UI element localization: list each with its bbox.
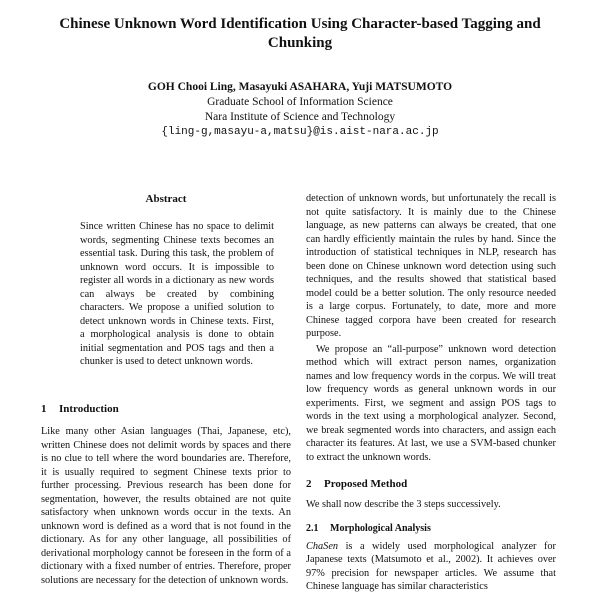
author-block <box>60 80 540 140</box>
section-2-1-paragraph <box>306 540 556 594</box>
section-2-heading <box>306 477 556 491</box>
section-2-paragraph: We shall now describe the 3 steps successively. <box>306 499 501 510</box>
author-names: GOH Chooi Ling, Masayuki ASAHARA, Yuji MATSUMOTO <box>147 81 453 93</box>
section-1 <box>41 402 291 587</box>
author-email: {ling-g,masayu-a,matsu}@is.aist-nara.ac.jp <box>161 126 439 138</box>
paper-title: Chinese Unknown Word Identification Using Character-based Tagging and Chunking <box>59 16 541 51</box>
affiliation-school: Graduate School of Information Science <box>207 96 393 108</box>
abstract-heading: Abstract <box>145 193 187 205</box>
right-column <box>306 192 556 594</box>
intro-continued-paragraph: detection of unknown words, but unfortunately the recall is not quite satisfactory. It is mainly due to the Chinese language, as new patterns can always be created, that one can hardly efficiently maintain the rules by hand. Since the introduction of statistical techniques in NLP, research has been done on Chinese unknown word detection using such techniques, and the results showed that statistical based model could be a better solution. The only resource needed is a large corpus. Fortunately, to date, more and more Chinese tagged corpora have been created for research purpose. <box>306 193 556 339</box>
section-2-title: Proposed Method <box>324 478 408 490</box>
section-2-1-text: is a widely used morphological analyzer for Japanese texts (Matsumoto et al., 2002). It achieves over 97% precision for newspaper articles. We assume that Chinese language has similar characteristics <box>306 540 556 592</box>
section-2-1-number: 2.1 <box>306 522 319 534</box>
abstract-text: Since written Chinese has no space to delimit words, segmenting Chinese texts becomes an essential task. During this task, the problem of unknown word occurs. It is impossible to register all words in a dictionary as new words can always be created by combining characters. We propose a unified solution to detect unknown words in Chinese texts. First, a morphological analysis is done to obtain initial segmentation and POS tags and then a chunker is used to detect unknown words. <box>80 221 274 367</box>
section-2-1-title: Morphological Analysis <box>330 522 431 534</box>
affiliation-institute: Nara Institute of Science and Technology <box>204 111 396 123</box>
chasen-name: ChaSen <box>306 540 339 552</box>
section-1-paragraph: Like many other Asian languages (Thai, Japanese, etc), written Chinese does not delimit words by spaces and there is no clue to tell where the word boundaries are. Therefore, it is usually required to segment Chinese texts prior to further processing. Previous research has been done for segmentation, however, the results obtained are not quite satisfactory when unknown words occur in the texts. An unknown word is defined as a word that is not found in the dictionary. As for any other language, all possibilities of derivational morphology cannot be foreseen in the form of a dictionary with a fixed number of entries. Therefore, proper solutions are necessary for the detection of unknown words. <box>41 426 291 586</box>
section-1-number: 1 <box>41 403 47 415</box>
section-1-title: Introduction <box>59 403 119 415</box>
intro-proposal-paragraph: We propose an “all-purpose” unknown word detection method which will extract person names, organization names and low frequency words in the corpus. We will treat low frequency words as general unknown words in our experiments. First, we segment and assign POS tags to words in the text using a morphological analyzer. Second, we break segmented words into characters, and assign each character its features. At last, we use a SVM-based chunker to extract the unknown words. <box>306 343 556 463</box>
section-2-1-heading <box>306 522 556 535</box>
section-1-heading <box>41 402 291 416</box>
section-2-number: 2 <box>306 478 312 490</box>
